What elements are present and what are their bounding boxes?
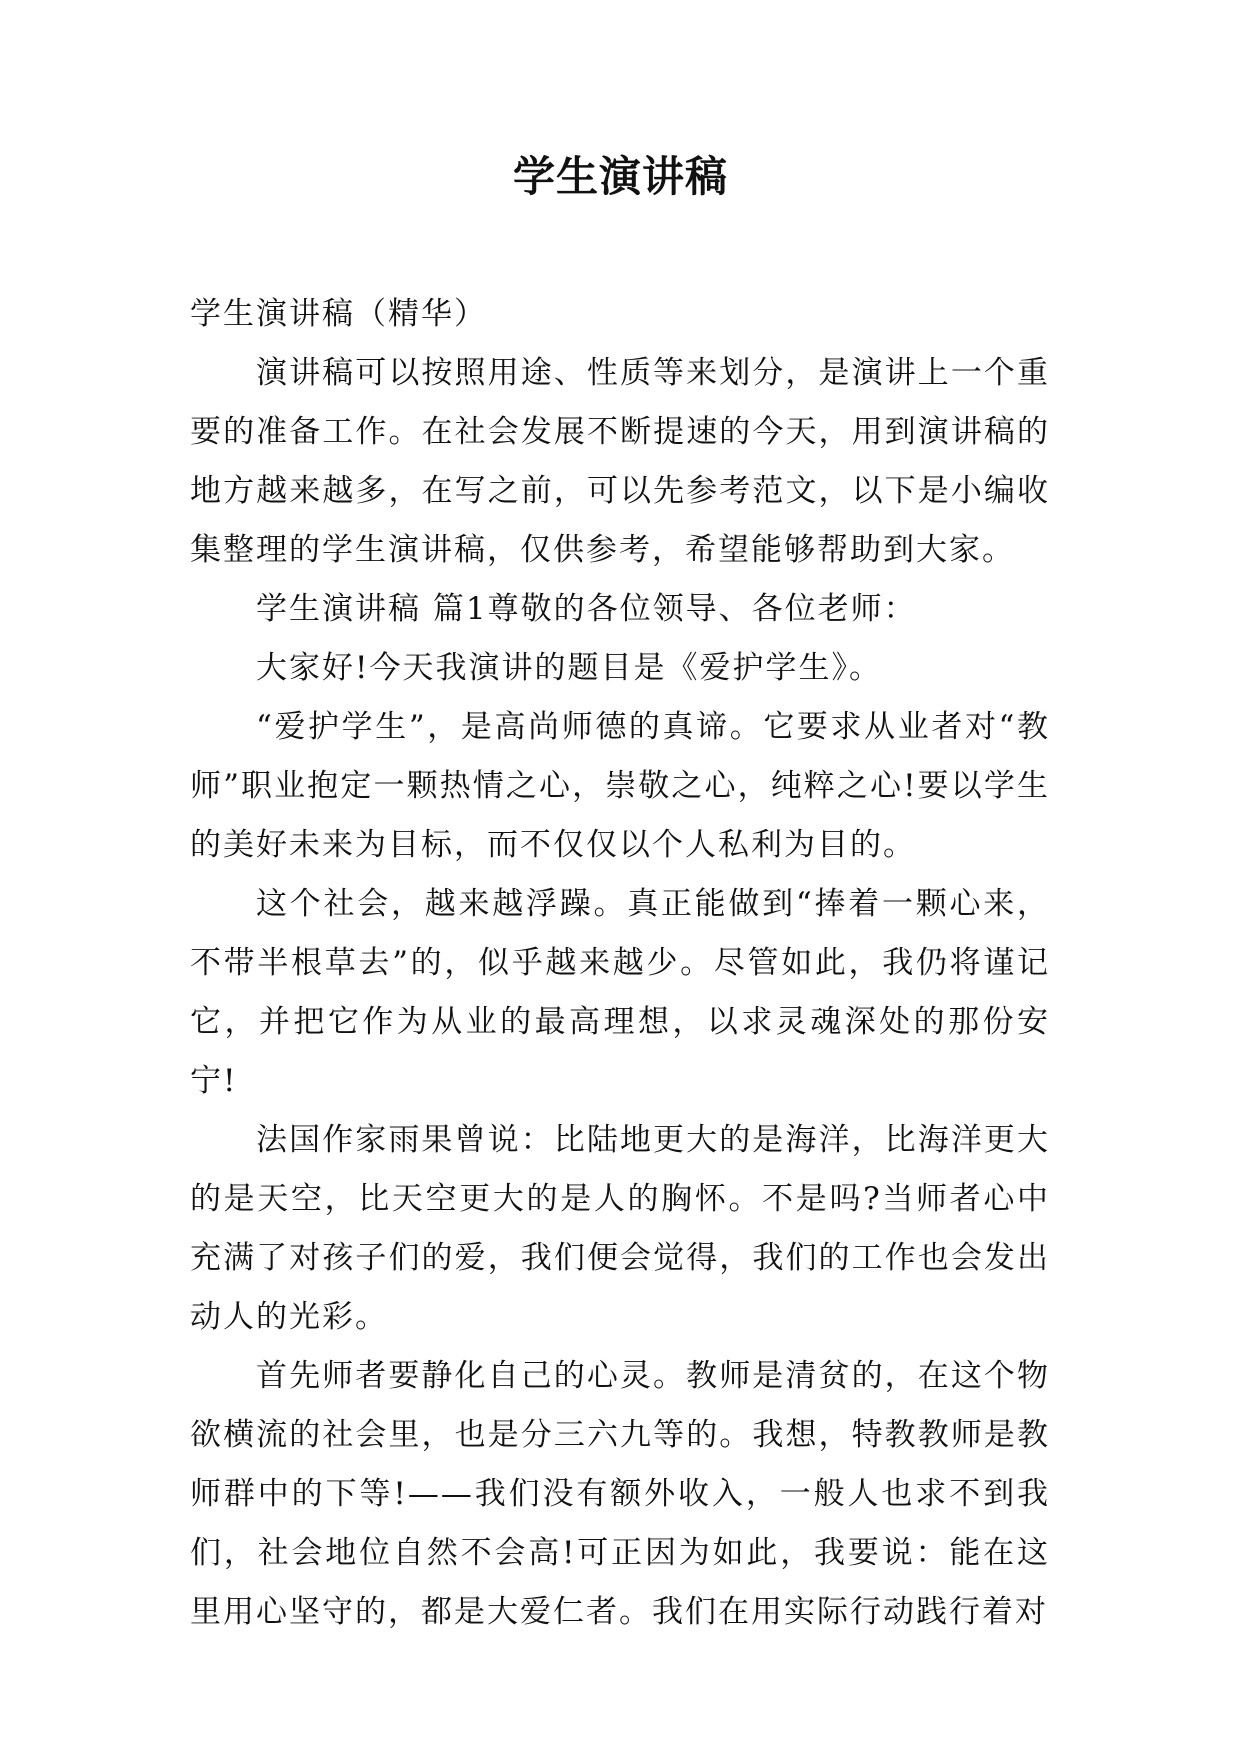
paragraph: 法国作家雨果曾说：比陆地更大的是海洋，比海洋更大的是天空，比天空更大的是人的胸怀。不是吗?当师者心中充满了对孩子们的爱，我们便会觉得，我们的工作也会发出动人的光彩。 [190,1122,1050,1335]
paragraph: 演讲稿可以按照用途、性质等来划分，是演讲上一个重要的准备工作。在社会发展不断提速的今天，用到演讲稿的地方越来越多，在写之前，可以先参考范文，以下是小编收集整理的学生演讲稿，仅供参考，希望能够帮助到大家。 [190,355,1050,568]
paragraph: “爱护学生”，是高尚师德的真谛。它要求从业者对“教师”职业抱定一颗热情之心，崇敬之心，纯粹之心!要以学生的美好未来为目标，而不仅仅以个人私利为目的。 [190,709,1050,863]
document-subtitle: 学生演讲稿（精华） [190,296,487,332]
paragraph: 这个社会，越来越浮躁。真正能做到“捧着一颗心来，不带半根草去”的，似乎越来越少。尽管如此，我仍将谨记它，并把它作为从业的最高理想，以求灵魂深处的那份安宁! [190,886,1050,1099]
paragraph: 学生演讲稿 篇1尊敬的各位领导、各位老师： [256,591,917,627]
document-body [190,285,1050,1642]
document-title: 学生演讲稿 [512,152,728,201]
paragraph: 首先师者要静化自己的心灵。教师是清贫的，在这个物欲横流的社会里，也是分三六九等的。我想，特教教师是教师群中的下等!——我们没有额外收入，一般人也求不到我们，社会地位自然不会高!可正因为如此，我要说：能在这里用心坚守的，都是大爱仁者。我们在用实际行动践行着对 [190,1358,1050,1630]
paragraph: 大家好!今天我演讲的题目是《爱护学生》。 [256,650,882,686]
